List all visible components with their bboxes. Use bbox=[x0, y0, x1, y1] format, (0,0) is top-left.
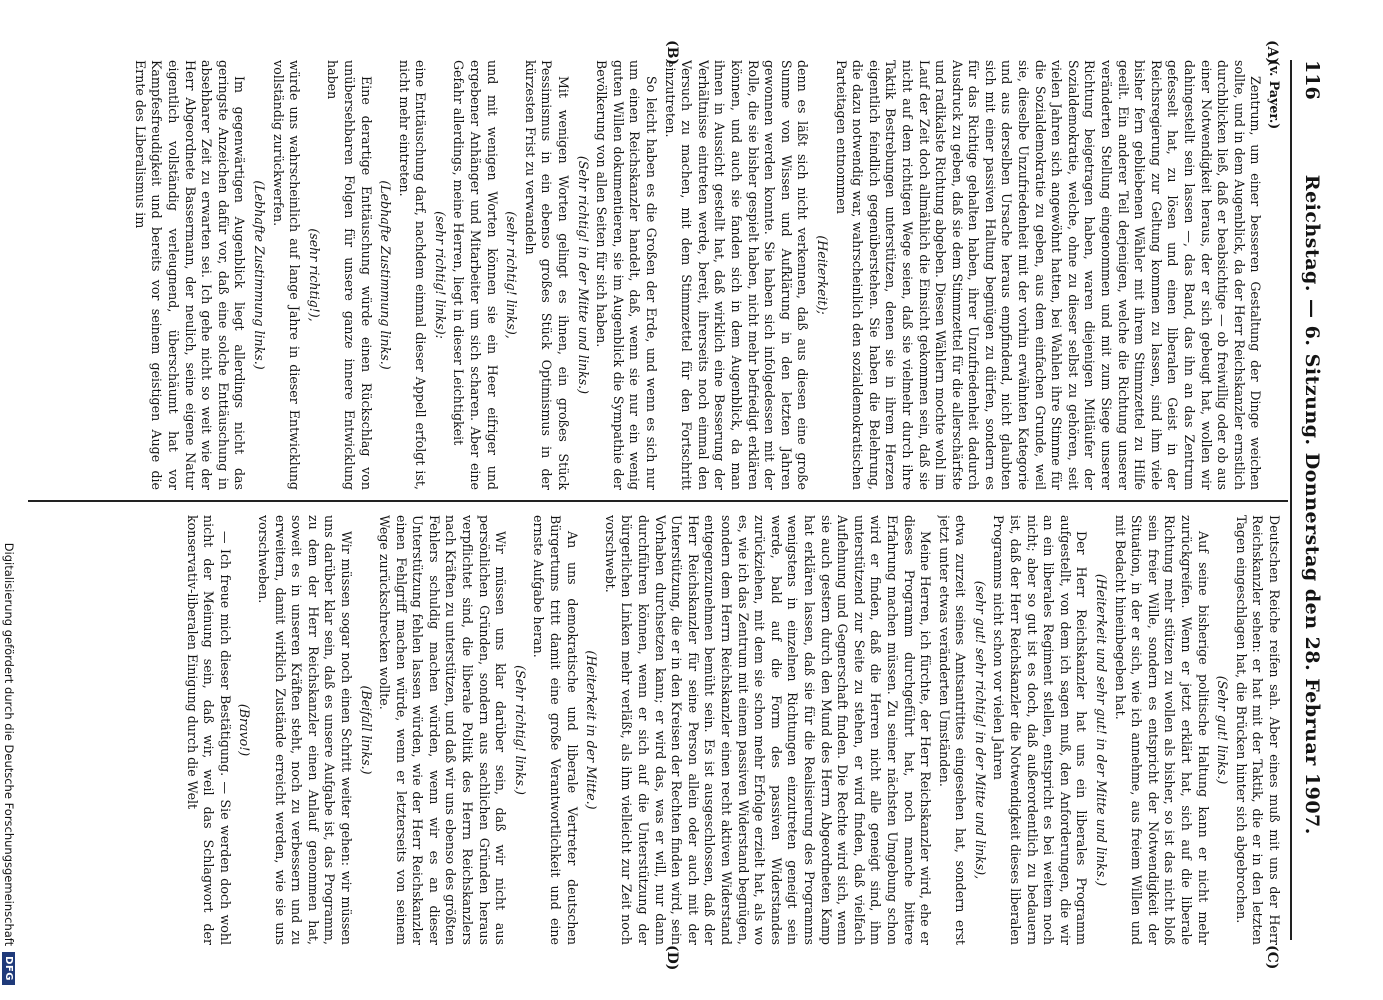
reaction: (sehr gut! sehr richtig! in der Mitte und links), bbox=[972, 580, 988, 880]
paragraph: — Ich freue mich dieser Bestätigung. — Sie werden doch wohl nicht der Meinung sein, daß wir, weil das Schlagwort der konservativ-liberalen Einigung durch die Welt bbox=[184, 515, 233, 945]
reaction: (sehr richtig!), bbox=[306, 228, 322, 322]
paragraph: Eine derartige Enttäuschung würde einen Rückschlag von unübersehbaren Folgen für unsere ganze innere Entwicklung haben bbox=[325, 60, 374, 490]
reaction: (Heiterkeit in der Mitte.) bbox=[584, 650, 600, 810]
paragraph: und mit wenigen Worten können sie ein Heer eifriger und ergebener Anhänger und Mitarbeiter um sich scharen. Aber eine Gefahr allerdings, meine Herren, liegt in dieser Leichtigkeit bbox=[451, 60, 500, 490]
paragraph: etwa zurzeit seines Amtsantrittes eingesehen hat, sondern erst jetzt unter etwas veränderten Umständen. bbox=[936, 515, 969, 945]
paragraph: Auf seine bisherige politische Haltung kann er nicht mehr zurückgreifen. Wenn er jetzt erklärt hat, sich auf die liberale Richtung mehr stützen zu wollen als bisher, so ist das nicht bloß sein freier Wille, sondern es entspricht der Notwendigkeit der Situation, in der er sich, wie ich annehme, aus freiem Willen und mit Bedacht hineinbegeben hat. bbox=[1112, 515, 1211, 945]
reaction: (Sehr richtig! in der Mitte und links.) bbox=[575, 155, 591, 395]
credit-text: Digitalisierung gefördert durch die Deutsche Forschungsgemeinschaft bbox=[2, 542, 16, 947]
margin-marker-a: (A) bbox=[1264, 40, 1280, 65]
paragraph: Mit wenigen Worten gelingt es ihnen, ein großes Stück Pessimismus in ein ebenso großes Stück Optimismus in der kürzesten Frist zu verwandeln bbox=[522, 60, 572, 490]
margin-marker-c: (C) bbox=[1264, 945, 1280, 970]
paragraph: So leicht haben es die Großen der Erde, und wenn es sich nur um einen Reichskanzler handelt, daß, wenn sie nur ein wenig guten Willen dokumentieren, sie im Augenblick die Sympathie der Bevölkerung von allen Seiten für sich haben. bbox=[594, 60, 660, 490]
reaction: (sehr richtig! links), bbox=[504, 211, 520, 339]
dfg-logo: DFG bbox=[3, 952, 16, 985]
digitization-credit bbox=[0, 0, 18, 1000]
reaction: (Beifall links.) bbox=[358, 685, 374, 775]
paragraph: würde uns wahrscheinlich auf lange Jahre in dieser Entwicklung vollständig zurückwerfen. bbox=[270, 60, 303, 490]
reaction: (Sehr gut! links.) bbox=[1215, 675, 1231, 785]
page-header bbox=[1290, 60, 1332, 940]
left-column bbox=[32, 60, 1282, 490]
margin-marker-d: (D) bbox=[664, 945, 680, 971]
paragraph: Zentrum, um einer besseren Gestaltung der Dinge weichen sollte, und in dem Augenblick, da der Herr Reichskanzler ernstlich durchblicken ließ, daß er beabsichtige — ob freiwillig oder ob aus einer Notwendigkeit heraus, der er sich gebeugt hat, wollen wir dahingestellt sein lassen —, das Band, das ihn an das Zentrum gefesselt hat, zu lösen und einen liberalen Geist in der Reichsregierung zur Geltung kommen zu lassen, sind ihm viele bisher fern gebliebenen Wähler mit ihrem Stimmzettel zu Hilfe geeilt. Ein anderer Teil derjenigen, welche die Richtung unserer veränderten Stellung eingenommen und mit zum Siege unserer Richtung beigetragen haben, waren diejenigen Mitläufer der Sozialdemokratie, welche, ohne zu dieser selbst zu gehören, seit vielen Jahren sich angewöhnt hatten, bei Wahlen ihre Stimme für die Sozialdemokratie zu geben, aus dem einfachen Grunde, weil sie, dieselbe Unzufriedenheit mit der vorhin erwähnten Kategorie und aus derselben Ursache heraus empfindend, nicht glaubten sich mit einer passiven Haltung begnügen zu dürfen, sondern es für das Richtige gehalten haben, ihrer Unzufriedenheit dadurch Ausdruck zu geben, daß sie dem Stimmzettel für die allerschärfste und radikalste Richtung abgeben. Diesen Wählern mochte wohl im Lauf der Zeit doch allmählich die Einsicht gekommen sein, daß sie nicht auf dem richtigen Wege seien, daß sie vielmehr durch ihre Taktik Bestrebungen unterstützen, denen sie in ihrem Herzen eigentlich feindlich gegenüberstehen. Sie haben die Belehrung, die dazu notwendig war, wahrscheinlich den sozialdemokratischen Parteitagen entnommen bbox=[833, 60, 1264, 490]
reaction: (sehr richtig! links): bbox=[432, 211, 448, 339]
paragraph: Im gegenwärtigen Augenblick liegt allerdings nicht das geringste Anzeichen dafür vor, daß eine solche Enttäuschung in absehbarer Zeit zu erwarten sei. Ich gehe nicht so weit wie der Herr Abgeordnete Bassermann, der neulich, seine eigene Natur eigentlich vollständig verleugnend, überschäumt hat vor Kampfesfreudigkeit und bereits vor seinem geistigen Auge die Ernte des Liberalismus im bbox=[132, 60, 248, 490]
page-title: Reichstag. — 6. Sitzung. Donnerstag den 28. Februar 1907. bbox=[1301, 174, 1323, 835]
reaction: (Heiterkeit); bbox=[814, 235, 830, 315]
paragraph: Der Herr Reichskanzler hat uns ein liberales Programm aufgestellt, von dem ich sagen muß, den Anforderungen, die wir an ein liberales Regiment stellen, entspricht es bei weitem noch nicht; aber so gut ist es doch, daß außerordentlich zu bedauern ist, daß der Herr Reichskanzler die Notwendigkeit dieses liberalen Programms nicht schon vor vielen Jahren bbox=[991, 515, 1090, 945]
margin-marker-b: (B) bbox=[664, 40, 680, 66]
paragraph: Deutschen Reiche reifen sah. Aber eines muß mit uns der Herr Reichskanzler sehen: er hat mit der Taktik, die er in den letzten Tagen eingeschlagen hat, die Brücken hinter sich abgebrochen. bbox=[1233, 515, 1282, 945]
paragraph: Wir müssen uns klar darüber sein, daß wir nicht aus persönlichen Gründen, sondern aus sachlichen Gründen heraus verpflichtet sind, die liberale Politik des Herrn Reichskanzlers nach Kräften zu unterstützen, und daß wir uns ebenso des größten Fehlers schuldig machen würden, wenn wir es an dieser Unterstützung fehlen lassen würden, wie der Herr Reichskanzler einen Fehlgriff machen würde, wenn er letzterseits von seinem Wege zurückschrecken wollte. bbox=[377, 515, 509, 945]
column-divider bbox=[28, 500, 1288, 502]
speaker-label: (v. Payer.) bbox=[1267, 60, 1282, 130]
reaction: (Lebhafte Zustimmung links.) bbox=[378, 180, 394, 370]
reaction: (Heiterkeit und sehr gut! in der Mitte und links.) bbox=[1094, 573, 1110, 887]
right-column bbox=[32, 515, 1282, 945]
reaction: (Bravo!) bbox=[237, 703, 253, 757]
reaction: (Lebhafte Zustimmung links.) bbox=[251, 180, 267, 370]
paragraph: An uns demokratische und liberale Vertreter deutschen Bürgertums tritt damit eine große Verantwortlichkeit und eine ernste Aufgabe heran. bbox=[531, 515, 580, 945]
paragraph: Meine Herren, ich fürchte, der Herr Reichskanzler wird, ehe er dieses Programm durchgeführt hat, noch manche bittere Erfahrung machen müssen. Zu seiner nächsten Umgebung schon wird er finden, daß die Herren nicht alle geneigt sind, ihm unterstützend zur Seite zu stehen, er wird finden, daß vielfach Auflehnung und Gegnerschaft finden. Die Rechte wird sich, wenn sie auch gestern durch den Mund des Herrn Abgeordneten Kamp hat erklären lassen, daß sie für die Realisierung des Programms wenigstens in einzelnen Richtungen einzutreten geneigt sein werde, bald auf die Form des passiven Widerstandes zurückziehen, mit dem sie schon mehr Erfolge erzielt hat, als wo es, wie ich das Zentrum mit einem passiven Widerstand begnügen, sondern dem Herrn Reichskanzler einen recht aktiven Widerstand entgegenzunehmen bemüht sein. Es ist ausgeschlossen, daß der Herr Reichskanzler für seine Person allein oder auch mit der Unterstützung, die er in den Kreisen der Rechten finden wird, sein Vorhaben durchsetzen kann; er wird das, was er will, nur dann durchführen können, wenn er sich auf die Unterstützung der bürgerlichen Linken mehr verläßt, als ihm vielleicht zur Zeit noch vorschwebt. bbox=[602, 515, 934, 945]
paragraph: eine Enttäuschung darf, nachdem einmal dieser Appell erfolgt ist, nicht mehr eintreten. bbox=[396, 60, 429, 490]
paragraph: Wir müssen sogar noch einen Schritt weiter gehen: wir müssen uns darüber klar sein, daß es unsere Aufgabe ist, das Programm, zu dem der Herr Reichskanzler einen Anlauf genommen hat, soweit es in unseren Kräften steht, noch zu verbessern und zu erweitern, damit wirklich Zustände erreicht werden, wie sie uns vorschweben. bbox=[255, 515, 354, 945]
page-number: 116 bbox=[1301, 60, 1323, 100]
paragraph: denn es läßt sich nicht verkennen, daß aus diesen eine große Summe von Wissen und Aufklärung in den letzten Jahren gewonnen werden konnte. Sie haben sich infolgedessen mit der Rolle, die sie bisher gespielt haben, nicht mehr befriedigt erklären können, und auch sie fanden sich in dem Augenblick, da man ihnen in Aussicht gestellt hat, daß wirklich eine Besserung der Verhältnisse eintreten werde, bereit, ihrerseits noch einmal den Versuch zu machen, mit dem Stimmzettel für den Fortschritt einzutreten. bbox=[662, 60, 811, 490]
reaction: (Sehr richtig! links.) bbox=[512, 665, 528, 795]
